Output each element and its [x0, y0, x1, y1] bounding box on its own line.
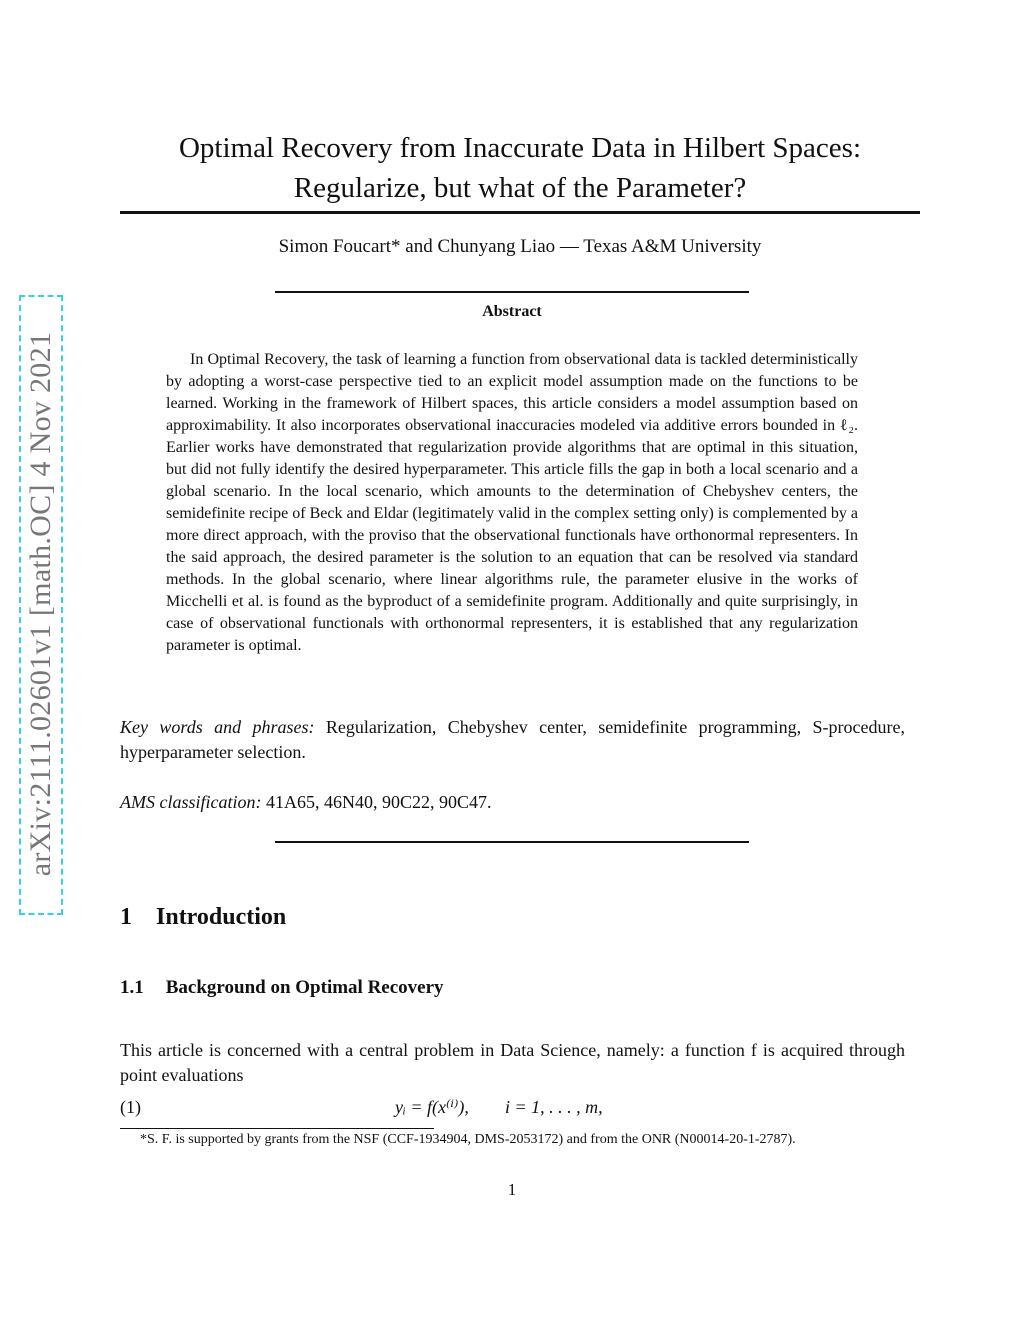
- paper-title: [120, 128, 920, 208]
- section-title: Introduction: [156, 904, 287, 930]
- keywords-label: Key words and phrases:: [120, 717, 315, 737]
- abstract-top-rule: [275, 291, 749, 293]
- title-rule: [120, 211, 920, 214]
- subsection-number: 1.1: [120, 977, 144, 998]
- subsection-title: Background on Optimal Recovery: [165, 977, 444, 998]
- ams-label: AMS classification:: [120, 792, 262, 812]
- intro-paragraph: This article is concerned with a central problem in Data Science, namely: a function f is acquired through point evaluations: [120, 1040, 905, 1085]
- title-line-1: Optimal Recovery from Inaccurate Data in Hilbert Spaces:: [178, 132, 862, 164]
- title-line-2: Regularize, but what of the Parameter?: [293, 172, 747, 204]
- abstract-text: In Optimal Recovery, the task of learning a function from observational data is tackled deterministically by adopting a worst-case perspective tied to an explicit model assumption made on the functions to be learned. Working in the framework of Hilbert spaces, this article considers a model assumption based on approximability. It also incorporates observational inaccuracies modeled via additive errors bounded in ℓ₂. Earlier works have demonstrated that regularization provide algorithms that are optimal in this situation, but did not fully identify the desired hyperparameter. This article fills the gap in both a local scenario and a global scenario. In the local scenario, which amounts to the determination of Chebyshev centers, the semidefinite recipe of Beck and Eldar (legitimately valid in the complex setting only) is complemented by a more direct approach, with the proviso that the observational functionals have orthonormal representers. In the said approach, the desired parameter is the solution to an equation that can be resolved via standard methods. In the global scenario, where linear algorithms rule, the parameter elusive in the works of Micchelli et al. is found as the byproduct of a semidefinite program. Additionally and quite surprisingly, in case of observational functionals with orthonormal representers, it is established that any regularization parameter is optimal.: [166, 351, 858, 654]
- ams-classification: [120, 790, 905, 815]
- page-number: 1: [507, 1180, 517, 1199]
- subsection-heading-background: [120, 977, 444, 999]
- equation-rhs: i = 1, . . . , m,: [504, 1097, 603, 1117]
- section-heading-introduction: [120, 904, 286, 931]
- footnote: *S. F. is supported by grants from the NSF (CCF-1934904, DMS-2053172) and from the ONR (N00014-20-1-2787).: [140, 1132, 796, 1147]
- equation-1: [395, 1097, 603, 1118]
- equation-number: (1): [120, 1097, 141, 1117]
- equation-lhs: yᵢ = f(x⁽ⁱ⁾),: [395, 1097, 469, 1117]
- footnote-rule: [120, 1128, 434, 1129]
- ams-text: 41A65, 46N40, 90C22, 90C47.: [265, 792, 492, 812]
- keywords: [120, 715, 905, 765]
- authors: Simon Foucart* and Chunyang Liao — Texas A&M University: [278, 236, 762, 257]
- abstract-bottom-rule: [275, 841, 749, 843]
- abstract-heading: Abstract: [482, 303, 542, 320]
- arxiv-identifier: arXiv:2111.02601v1 [math.OC] 4 Nov 2021: [24, 331, 57, 877]
- keywords-text: Regularization, Chebyshev center, semidefinite programming, S-procedure, hyperparameter selection.: [120, 717, 905, 762]
- section-number: 1: [120, 904, 132, 930]
